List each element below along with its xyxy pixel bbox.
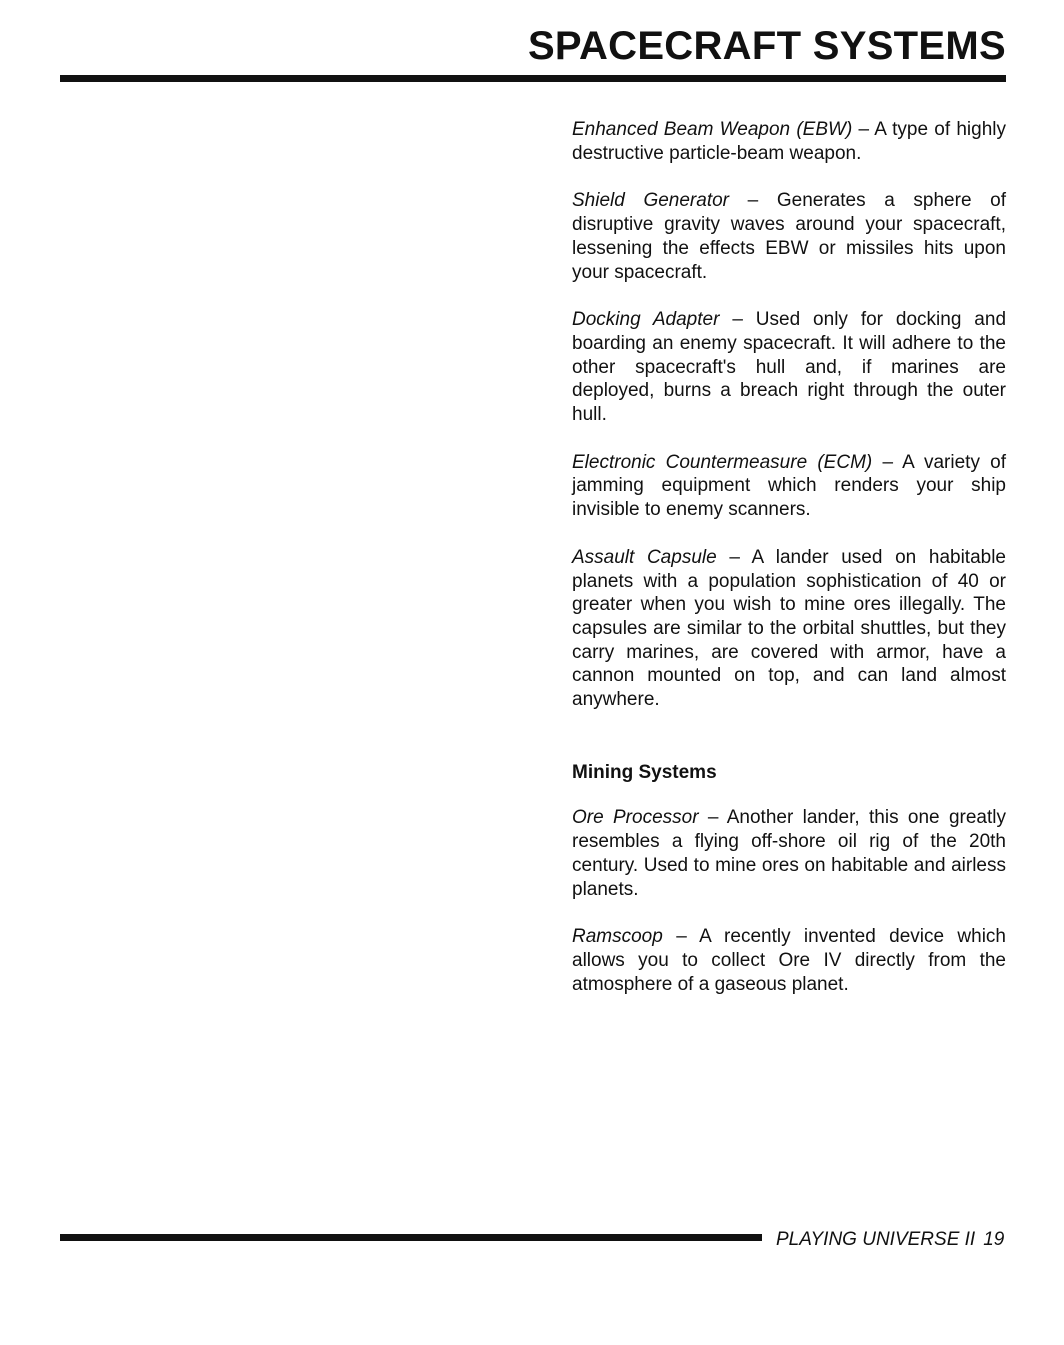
entry-text: – A type of highly destructive particle-beam weapon. [572, 119, 1006, 164]
entry-text: – Used only for docking and boarding an enemy spacecraft. It will adhere to the other spacecraft's hull and, if marines are deployed, burns a breach right through the outer hull. [572, 309, 1007, 426]
content-column [572, 118, 1006, 1020]
entry-assault-capsule [572, 546, 1006, 712]
footer-rule [60, 1234, 762, 1241]
entry-text: – A lander used on habitable planets with a population sophistication of 40 or greater when you wish to mine ores illegally. The capsules are similar to the orbital shuttles, but they carry marines, are covered with armor, have a cannon mounted on top, and can land almost anywhere. [572, 546, 1006, 711]
entry-shield-generator [572, 189, 1006, 284]
page-footer [60, 1229, 1020, 1253]
entry-ore-processor [572, 806, 1006, 901]
entry-text: – A recently invented device which allows you to collect Ore IV directly from the atmosphere of a gaseous planet. [572, 926, 1006, 995]
entry-enhanced-beam-weapon [572, 118, 1006, 165]
footer-label: PLAYING UNIVERSE II [776, 1229, 976, 1250]
entry-term: Ramscoop [572, 926, 663, 948]
entry-docking-adapter [572, 308, 1006, 427]
entry-term: Assault Capsule [572, 546, 717, 568]
entry-term: Enhanced Beam Weapon (EBW) [572, 119, 853, 140]
entry-ramscoop [572, 925, 1006, 996]
entry-term: Ore Processor [572, 807, 699, 829]
section-heading-mining-systems: Mining Systems [572, 761, 717, 783]
footer-label-group [776, 1229, 1004, 1251]
entry-term: Shield Generator [572, 190, 730, 212]
entry-term: Docking Adapter [572, 309, 720, 331]
entry-text: – A variety of jamming equipment which renders your ship invisible to enemy scanners. [572, 451, 1006, 521]
entry-term: Electronic Countermeasure (ECM) [572, 451, 873, 473]
page-number: 19 [983, 1229, 1005, 1250]
entry-electronic-countermeasure [572, 451, 1006, 522]
entry-text: – Another lander, this one greatly resembles a flying off-shore oil rig of the 20th century. Used to mine ores on habitable and airless planets. [572, 807, 1006, 900]
page-title: SPACECRAFT SYSTEMS [527, 24, 1006, 68]
header-rule [60, 75, 1006, 82]
entry-text: – Generates a sphere of disruptive gravity waves around your spacecraft, lessening the effects EBW or missiles hits upon your spacecraft. [572, 190, 1006, 283]
